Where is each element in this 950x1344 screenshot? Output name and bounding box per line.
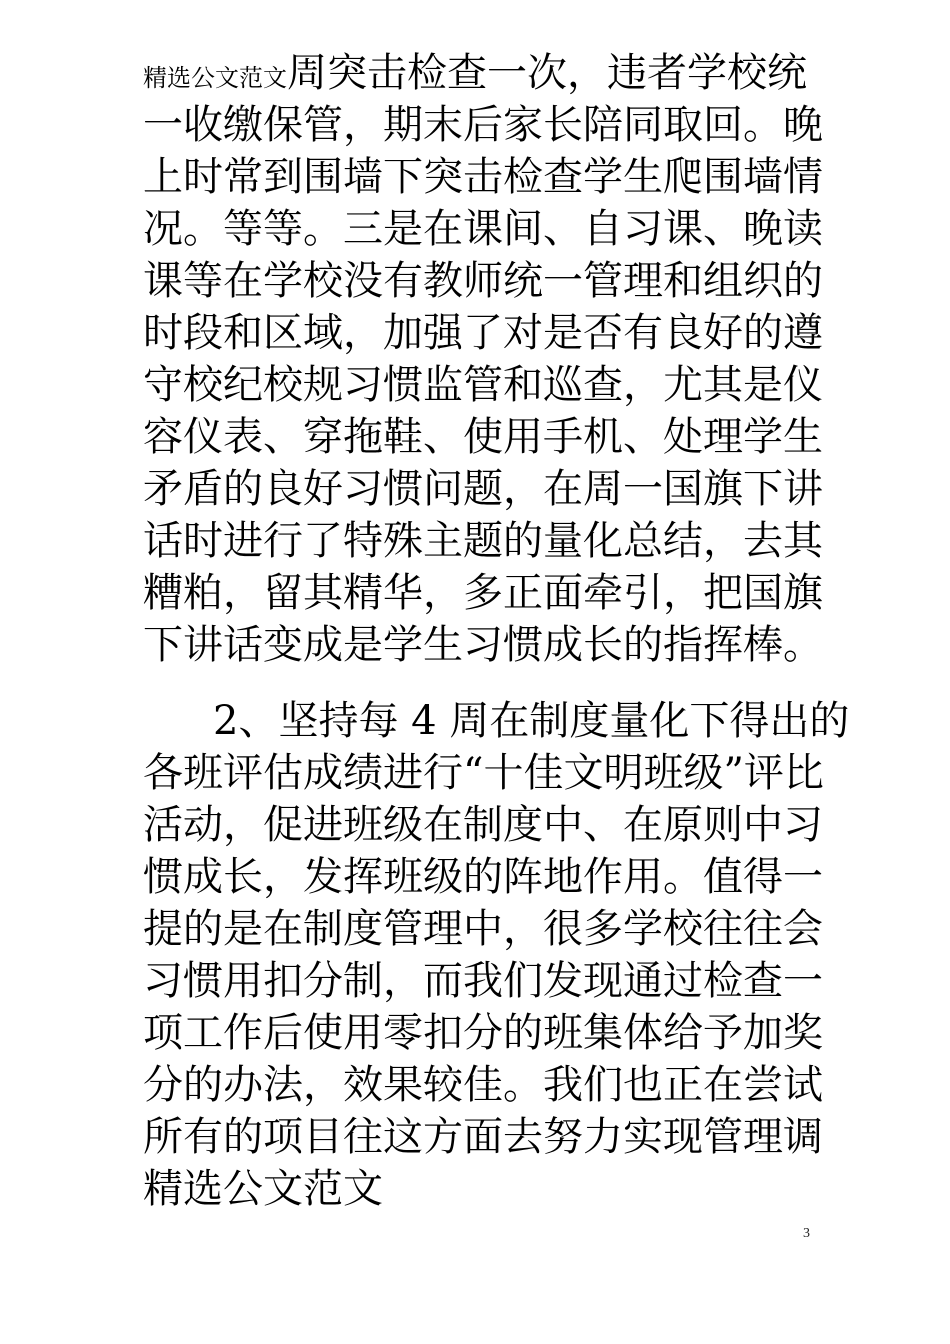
paragraph-1-line: 话时进行了特殊主题的量化总结，去其 [143, 518, 823, 564]
paragraph-2-line: 项工作后使用零扣分的班集体给予加奖 [143, 1010, 823, 1056]
paragraph-1-line: 守校纪校规习惯监管和巡查，尤其是仪 [143, 362, 823, 408]
paragraph-1-line: 下讲话变成是学生习惯成长的指挥棒。 [143, 622, 823, 668]
running-footer-label: 精选公文范文 [143, 1166, 383, 1212]
paragraph-1 [143, 47, 823, 671]
paragraph-2-line: 各班评估成绩进行“十佳文明班级”评比 [143, 750, 824, 796]
paragraph-2-line: 分的办法，效果较佳。我们也正在尝试 [143, 1062, 823, 1108]
paragraph-1-line: 况。等等。三是在课间、自习课、晚读 [143, 206, 823, 252]
page-number: 3 [803, 1226, 810, 1241]
paragraph-2-line: 活动，促进班级在制度中、在原则中习 [143, 802, 823, 848]
paragraph-1-line: 容仪表、穿拖鞋、使用手机、处理学生 [143, 414, 823, 460]
paragraph-1-line: 课等在学校没有教师统一管理和组织的 [143, 258, 823, 304]
paragraph-2-line-1: 2、坚持每 4 周在制度量化下得出的 [213, 698, 850, 744]
paragraph-1-line: 糟粕，留其精华，多正面牵引，把国旗 [143, 570, 823, 616]
paragraph-1-line: 一收缴保管，期末后家长陪同取回。晚 [143, 102, 823, 148]
running-header-label: 精选公文范文 [143, 64, 287, 92]
paragraph-2 [143, 695, 850, 1215]
paragraph-1-line: 时段和区域，加强了对是否有良好的遵 [143, 310, 823, 356]
paragraph-2-line: 惯成长，发挥班级的阵地作用。值得一 [143, 854, 823, 900]
paragraph-1-line-1 [143, 47, 823, 99]
paragraph-2-line: 习惯用扣分制，而我们发现通过检查一 [143, 958, 823, 1004]
paragraph-1-line: 矛盾的良好习惯问题，在周一国旗下讲 [143, 466, 823, 512]
paragraph-2-line: 所有的项目往这方面去努力实现管理调 [143, 1114, 823, 1160]
paragraph-2-line: 提的是在制度管理中，很多学校往往会 [143, 906, 823, 952]
paragraph-1-line: 上时常到围墙下突击检查学生爬围墙情 [143, 154, 823, 200]
paragraph-1-line-1-text: 周突击检查一次，违者学校统 [287, 50, 807, 96]
